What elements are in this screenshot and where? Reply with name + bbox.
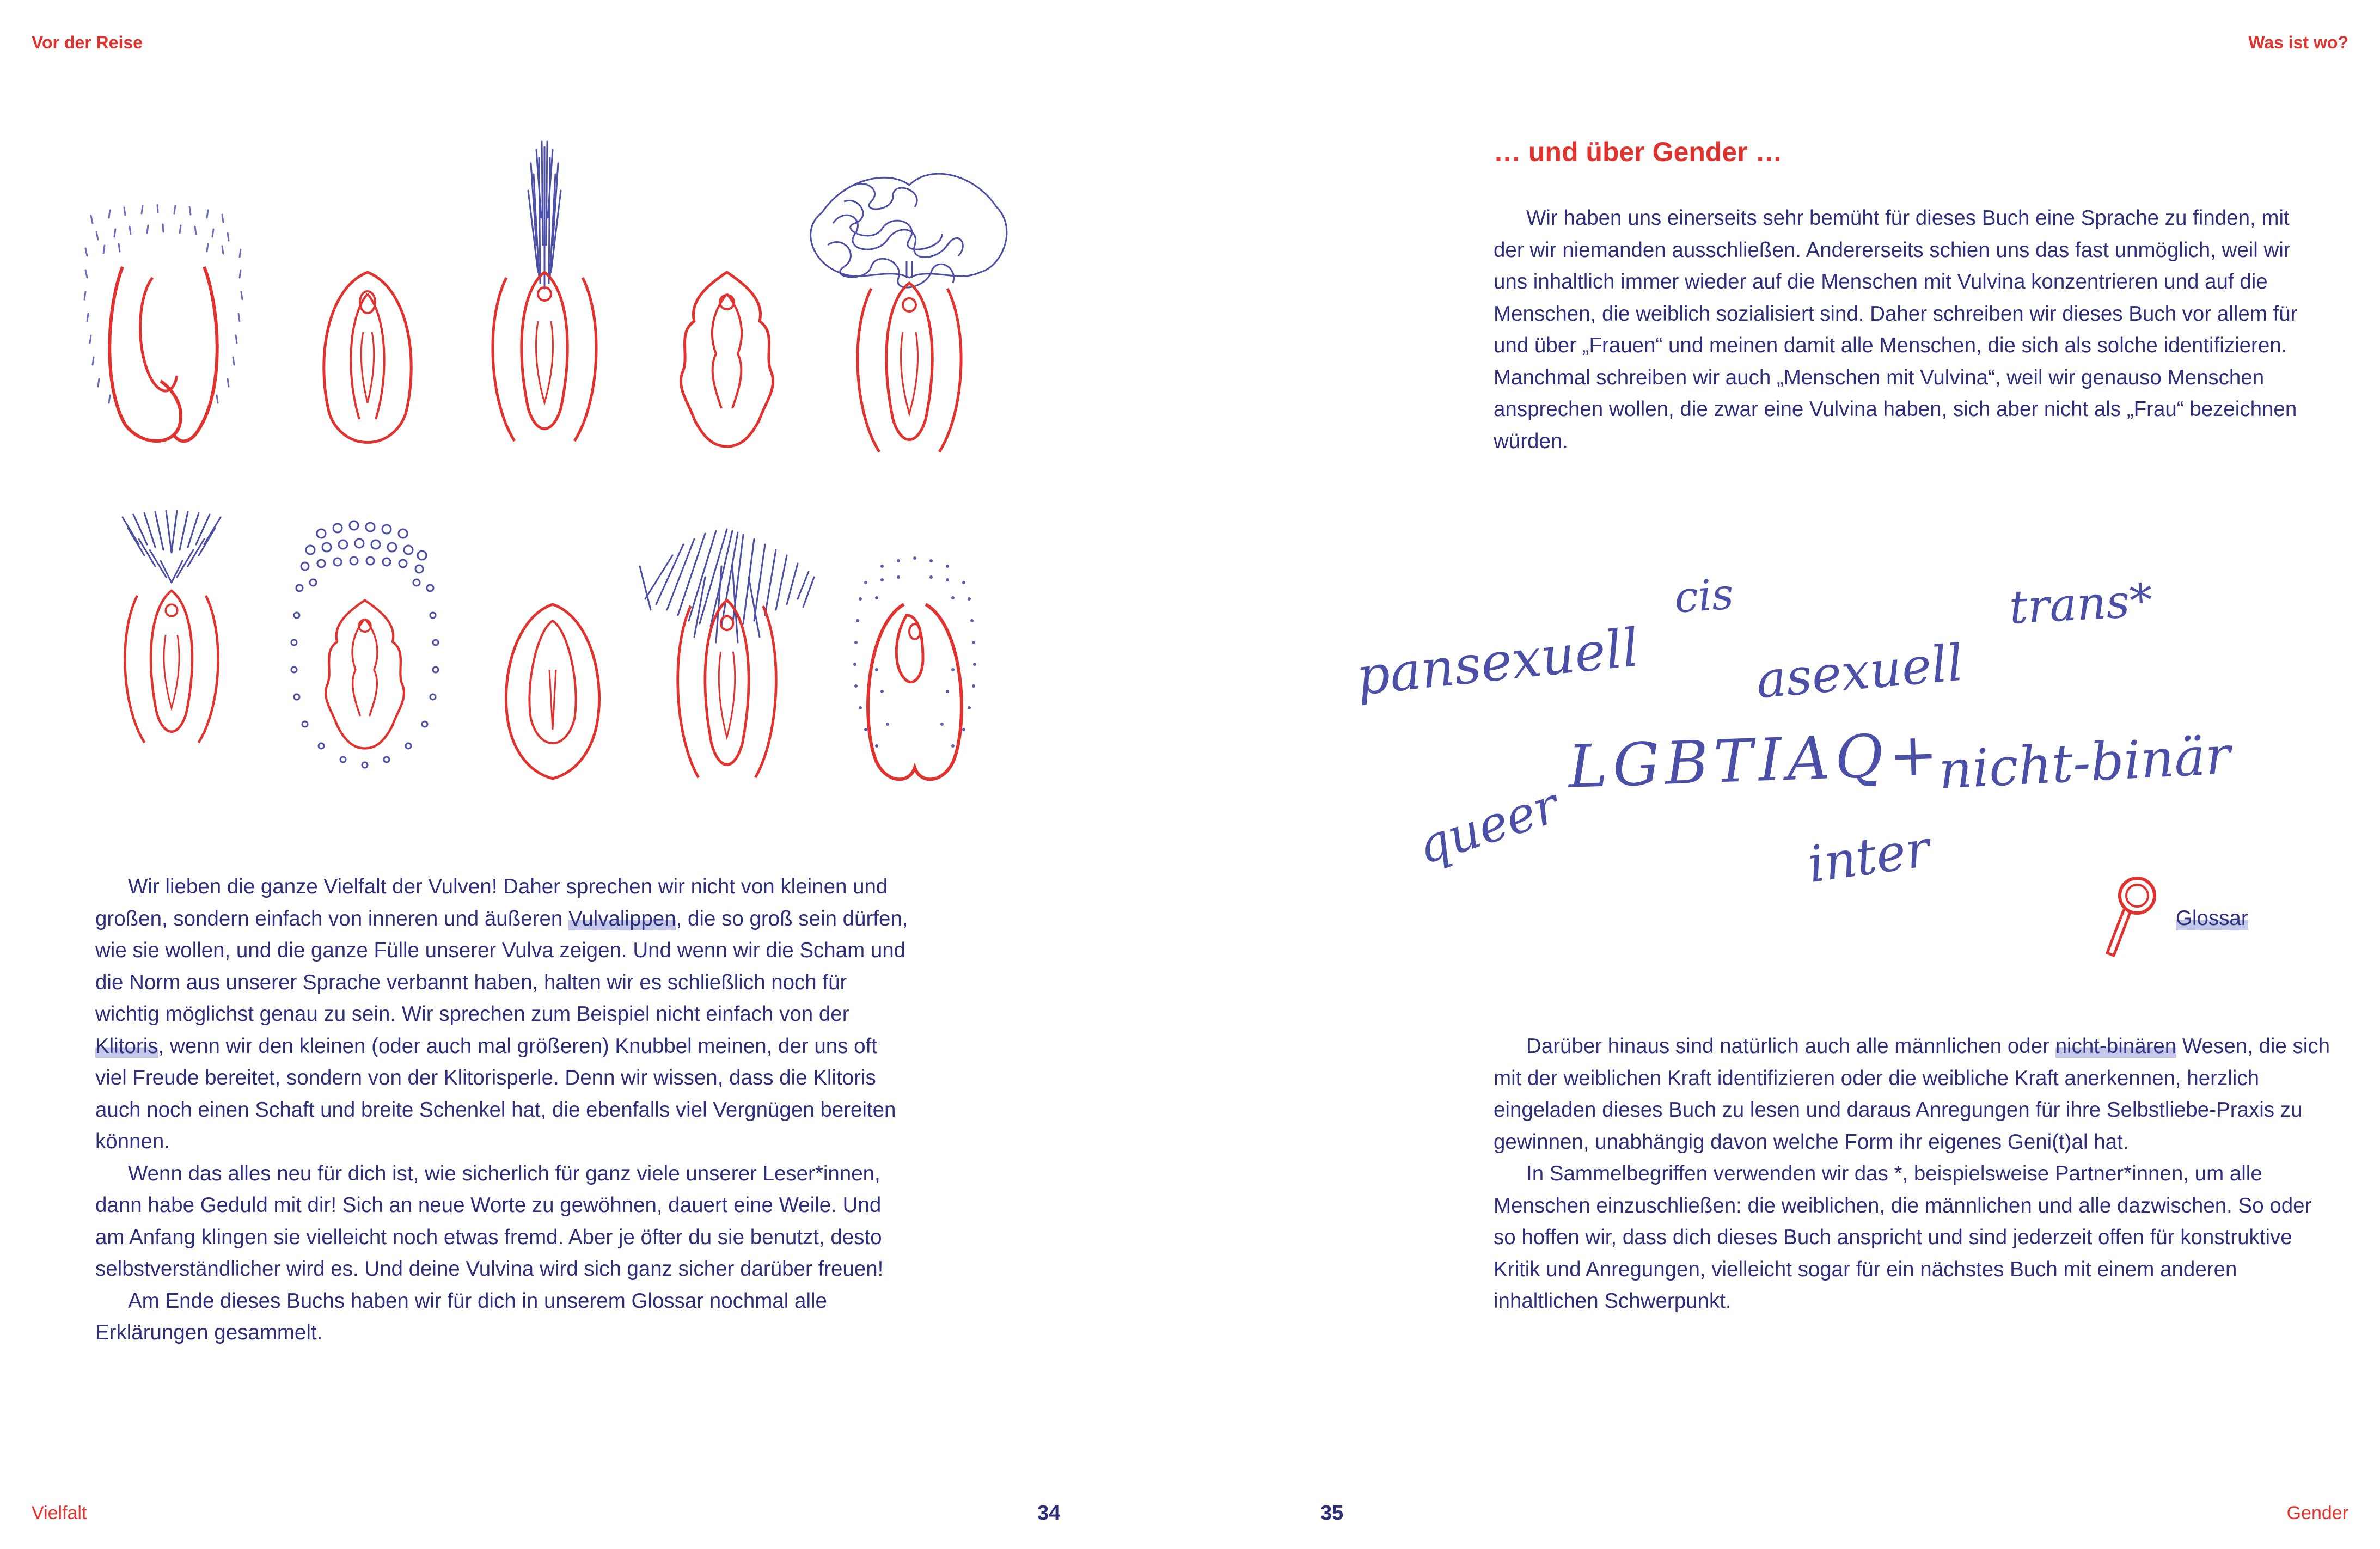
right-intro-text (1494, 203, 2305, 457)
vulva-illustration-6 (123, 511, 221, 743)
highlight-nicht-binaeren: nicht-binären (2055, 1034, 2177, 1058)
page-number-right: 35 (1320, 1502, 1344, 1524)
running-header-right: Was ist wo? (2248, 33, 2348, 52)
vulva-illustration-10 (853, 556, 976, 779)
left-paragraph-2: Wenn das alles neu für dich ist, wie sicherlich für ganz viele unserer Leser*innen, dann habe Geduld mit dir! Sich an neue Worte zu gewöhnen, dauert eine Weile. Und am Anfang klingen sie vielleicht noch etwas fremd. Aber je öfter du sie benutzt, desto selbstverständlicher wird es. Und deine Vulvina wird sich ganz sicher darüber freuen! (95, 1161, 884, 1281)
vulva-illustration-7 (291, 521, 438, 768)
left-paragraph-3: Am Ende dieses Buchs haben wir für dich in unserem Glossar nochmal alle Erklärungen gesammelt. (95, 1289, 827, 1344)
section-heading: … und über Gender … (1494, 137, 1783, 167)
right-paragraph-1: Wir haben uns einerseits sehr bemüht für dieses Buch eine Sprache zu finden, mit der wir niemanden ausschließen. Andererseits schien uns das fast unmöglich, weil wir uns inhaltlich immer wieder auf die Menschen mit Vulvina konzentrieren und auf die Menschen, die weiblich sozialisiert sind. Daher schreiben wir dieses Buch vor allem für und über „Frauen“ und meinen damit alle Menschen, die sich als solche identifizieren. Manchmal schreiben wir auch „Menschen mit Vulvina“, weil wir genauso Menschen ansprechen wollen, die zwar eine Vulvina haben, sich aber nicht als „Frau“ bezeichnen würden. (1494, 206, 2298, 453)
highlight-klitoris: Klitoris (95, 1034, 158, 1058)
handwritten-trans: trans* (2008, 573, 2154, 634)
left-body-text (95, 871, 912, 1349)
right-paragraph-2: Darüber hinaus sind natürlich auch alle männlichen oder nicht-binären Wesen, die sich mit der weiblichen Kraft identifizieren oder die weibliche Kraft anerkennen, herzlich eingeladen dieses Buch zu lesen und daraus Anregungen für ihre Selbstliebe-Praxis zu gewinnen, unabhängig davon welche Form ihr eigenes Geni(t)al hat. (1494, 1034, 2330, 1154)
magnifier-icon (2102, 871, 2167, 964)
vulva-illustrations-grid (82, 136, 1062, 779)
handwritten-cis: cis (1672, 570, 1735, 623)
handwritten-lgbtiaq: LGBTIAQ+ (1567, 720, 1945, 801)
handwritten-queer: queer (1410, 776, 1565, 876)
handwritten-pansexuell: pansexuell (1353, 617, 1642, 707)
vulva-illustration-4 (681, 272, 773, 446)
highlight-vulvalippen: Vulvalippen (568, 907, 676, 930)
vulva-illustration-9 (640, 529, 814, 777)
left-paragraph-1: Wir lieben die ganze Vielfalt der Vulven! Daher sprechen wir nicht von kleinen und großen, sondern einfach von inneren und äußeren Vulvalippen, die so groß sein dürfen, wie sie wollen, und die ganze Fülle unserer Vulva zeigen. Und wenn wir die Scham und die Norm aus unserer Sprache verbannt haben, halten wir es schließlich noch für wichtig möglichst genau zu sein. Wir sprechen zum Beispiel nicht einfach von der Klitoris, wenn wir den kleinen (oder auch mal größeren) Knubbel meinen, der uns oft viel Freude bereitet, sondern von der Klitorisperle. Denn wir wissen, dass die Klitoris auch noch einen Schaft und breite Schenkel hat, die ebenfalls viel Vergnügen bereiten können. (95, 875, 908, 1153)
footer-chapter-right: Gender (2286, 1503, 2348, 1523)
vulva-illustration-5 (811, 174, 1007, 452)
vulva-illustration-3 (493, 142, 596, 441)
page-number-left: 34 (1037, 1502, 1061, 1524)
handwritten-nicht-binaer: nicht-binär (1937, 725, 2232, 801)
footer-chapter-left: Vielfalt (32, 1503, 87, 1523)
handwritten-inter: inter (1804, 819, 1934, 895)
handwritten-asexuell: asexuell (1754, 633, 1966, 710)
vulva-illustration-8 (506, 604, 599, 779)
vulva-illustration-1 (84, 205, 242, 441)
vulva-illustration-2 (324, 272, 411, 443)
right-paragraph-3: In Sammelbegriffen verwenden wir das *, beispielsweise Partner*innen, um alle Menschen einzuschließen: die weiblichen, die männlichen und alle dazwischen. So oder so hoffen wir, dass dich dieses Buch anspricht und sind jederzeit offen für konstruktive Kritik und Anregungen, vielleicht sogar für ein nächstes Buch mit einem anderen inhaltlichen Schwerpunkt. (1494, 1162, 2312, 1313)
glossar-link[interactable]: Glossar (2176, 907, 2248, 930)
running-header-left: Vor der Reise (32, 33, 143, 52)
right-body-text (1494, 1031, 2332, 1318)
